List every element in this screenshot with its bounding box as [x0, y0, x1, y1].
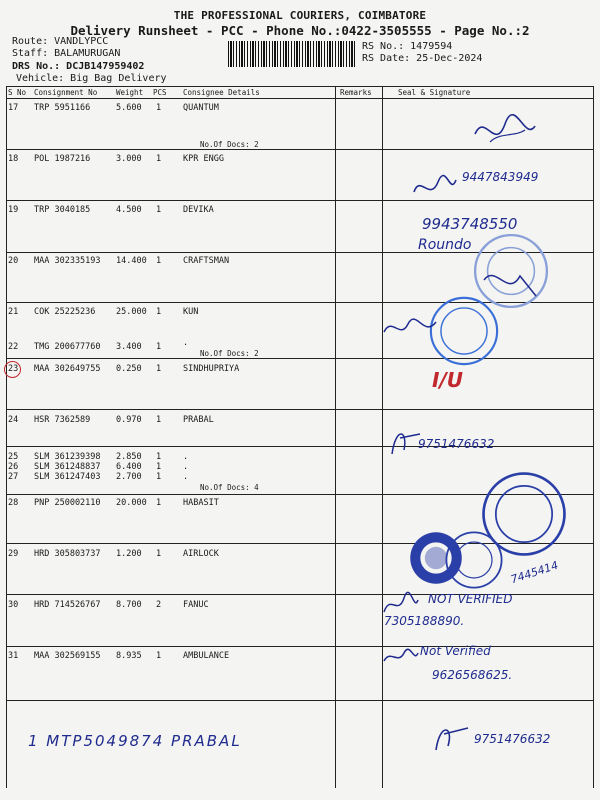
row-sno: 18	[8, 154, 19, 164]
row-pcs: 1	[156, 472, 162, 482]
row-consignee: AMBULANCE	[183, 651, 230, 661]
column-header: PCS	[153, 88, 167, 97]
row-sno: 25	[8, 452, 19, 462]
row-weight: 14.400	[116, 256, 147, 266]
row-sno: 20	[8, 256, 19, 266]
vehicle-label: Vehicle: Big Bag Delivery	[16, 73, 167, 84]
column-header: Remarks	[340, 88, 372, 97]
signature-scribble	[410, 172, 460, 204]
row-pcs: 1	[156, 307, 162, 317]
row-weight: 2.700	[116, 472, 142, 482]
handwritten-note: 1 MTP5049874 PRABAL	[28, 732, 242, 750]
row-weight: 6.400	[116, 462, 142, 472]
drs-label: DRS No.: DCJB147959402	[12, 61, 145, 72]
row-consignee: SINDHUPRIYA	[183, 364, 240, 374]
row-weight: 1.200	[116, 549, 142, 559]
row-note: No.Of Docs: 4	[200, 483, 259, 492]
column-header: Consignee Details	[183, 88, 260, 97]
row-consignment: HSR 7362589	[34, 415, 91, 425]
row-pcs: 1	[156, 415, 162, 425]
row-rule	[6, 409, 594, 410]
row-pcs: 2	[156, 600, 162, 610]
row-note: No.Of Docs: 2	[200, 140, 259, 149]
handwritten-remark: I/U	[432, 368, 463, 392]
row-sno: 27	[8, 472, 19, 482]
row-consignee: .	[183, 472, 189, 482]
col-rule	[593, 86, 594, 788]
row-consignment: MAA 302649755	[34, 364, 101, 374]
row-pcs: 1	[156, 651, 162, 661]
row-pcs: 1	[156, 103, 162, 113]
handwritten-remark: Not Verified	[420, 644, 491, 658]
signature-scribble	[470, 112, 540, 152]
row-weight: 3.000	[116, 154, 142, 164]
staff-label: Staff: BALAMURUGAN	[12, 48, 121, 59]
col-rule	[335, 86, 336, 788]
row-sno: 17	[8, 103, 19, 113]
barcode	[228, 41, 356, 67]
handwritten-phone: 9447843949	[462, 170, 539, 184]
column-header: Weight	[116, 88, 144, 97]
row-sno: 28	[8, 498, 19, 508]
row-pcs: 1	[156, 342, 162, 352]
row-sno: 24	[8, 415, 19, 425]
rs-number: RS No.: 1479594	[362, 41, 453, 52]
row-weight: 0.250	[116, 364, 142, 374]
handwritten-phone: 9626568625.	[432, 668, 513, 682]
row-consignment: MAA 302569155	[34, 651, 101, 661]
row-weight: 0.970	[116, 415, 142, 425]
row-consignee: QUANTUM	[183, 103, 219, 113]
row-consignment: TRP 5951166	[34, 103, 91, 113]
handwritten-phone: 7445414	[509, 558, 560, 587]
row-sno: 31	[8, 651, 19, 661]
rs-date: RS Date: 25-Dec-2024	[362, 53, 483, 64]
row-consignment: POL 1987216	[34, 154, 91, 164]
row-weight: 2.850	[116, 452, 142, 462]
row-sno: 26	[8, 462, 19, 472]
row-weight: 20.000	[116, 498, 147, 508]
row-rule	[6, 646, 594, 647]
row-consignment: HRD 714526767	[34, 600, 101, 610]
route-label: Route: VANDLYPCC	[12, 36, 109, 47]
row-consignee: PRABAL	[183, 415, 214, 425]
company-stamp	[444, 530, 504, 590]
row-consignee: AIRLOCK	[183, 549, 219, 559]
row-sno: 30	[8, 600, 19, 610]
row-consignee: .	[183, 452, 189, 462]
handwritten-phone: 9751476632	[418, 437, 495, 451]
row-pcs: 1	[156, 498, 162, 508]
row-consignment: TRP 3040185	[34, 205, 91, 215]
row-consignee: KUN	[183, 307, 199, 317]
row-consignee: .	[183, 462, 189, 472]
signature-scribble	[428, 716, 476, 756]
row-consignment: SLM 361239398	[34, 452, 101, 462]
row-consignment: HRD 305803737	[34, 549, 101, 559]
row-weight: 3.400	[116, 342, 142, 352]
row-consignee: .	[183, 338, 189, 348]
row-weight: 25.000	[116, 307, 147, 317]
table-header-rule	[6, 98, 594, 99]
row-weight: 8.935	[116, 651, 142, 661]
row-sno: 21	[8, 307, 19, 317]
row-rule	[6, 200, 594, 201]
col-rule	[6, 86, 7, 788]
row-consignment: SLM 361247403	[34, 472, 101, 482]
column-header: Seal & Signature	[398, 88, 471, 97]
handwritten-remark: NOT VERIFIED	[428, 592, 513, 606]
row-rule	[6, 358, 594, 359]
row-consignee: KPR ENGG	[183, 154, 224, 164]
signature-scribble	[380, 645, 420, 669]
row-sno: 29	[8, 549, 19, 559]
row-sno: 22	[8, 342, 19, 352]
table-bottom-rule	[6, 700, 594, 701]
row-consignee: FANUC	[183, 600, 209, 610]
row-weight: 8.700	[116, 600, 142, 610]
table-top-rule	[6, 86, 594, 87]
row-consignment: COK 25225236	[34, 307, 96, 317]
handwritten-phone: 9751476632	[474, 732, 551, 746]
handwritten-phone: 7305188890.	[384, 614, 465, 628]
row-consignee: DEVIKA	[183, 205, 214, 215]
row-note: No.Of Docs: 2	[200, 349, 259, 358]
column-header: S No	[8, 88, 27, 97]
row-pcs: 1	[156, 205, 162, 215]
row-consignment: TMG 200677760	[34, 342, 101, 352]
row-consignee: HABASIT	[183, 498, 219, 508]
row-sno: 19	[8, 205, 19, 215]
signature-scribble	[380, 312, 440, 344]
col-rule	[382, 86, 383, 788]
row-rule	[6, 446, 594, 447]
row-consignment: MAA 302335193	[34, 256, 101, 266]
row-pcs: 1	[156, 154, 162, 164]
handwritten-name: Roundo	[418, 237, 472, 253]
row-consignee: CRAFTSMAN	[183, 256, 230, 266]
company-title: THE PROFESSIONAL COURIERS, COIMBATORE	[173, 9, 427, 22]
row-pcs: 1	[156, 256, 162, 266]
runsheet-title: Delivery Runsheet - PCC - Phone No.:0422-3505555 - Page No.:2	[70, 23, 530, 38]
row-pcs: 1	[156, 364, 162, 374]
row-weight: 5.600	[116, 103, 142, 113]
row-consignment: PNP 250002110	[34, 498, 101, 508]
row-consignment: SLM 361248837	[34, 462, 101, 472]
handwritten-phone: 9943748550	[422, 215, 518, 233]
row-weight: 4.500	[116, 205, 142, 215]
row-pcs: 1	[156, 462, 162, 472]
row-pcs: 1	[156, 549, 162, 559]
row-pcs: 1	[156, 452, 162, 462]
column-header: Consignment No	[34, 88, 98, 97]
row-sno: 23	[8, 364, 19, 374]
